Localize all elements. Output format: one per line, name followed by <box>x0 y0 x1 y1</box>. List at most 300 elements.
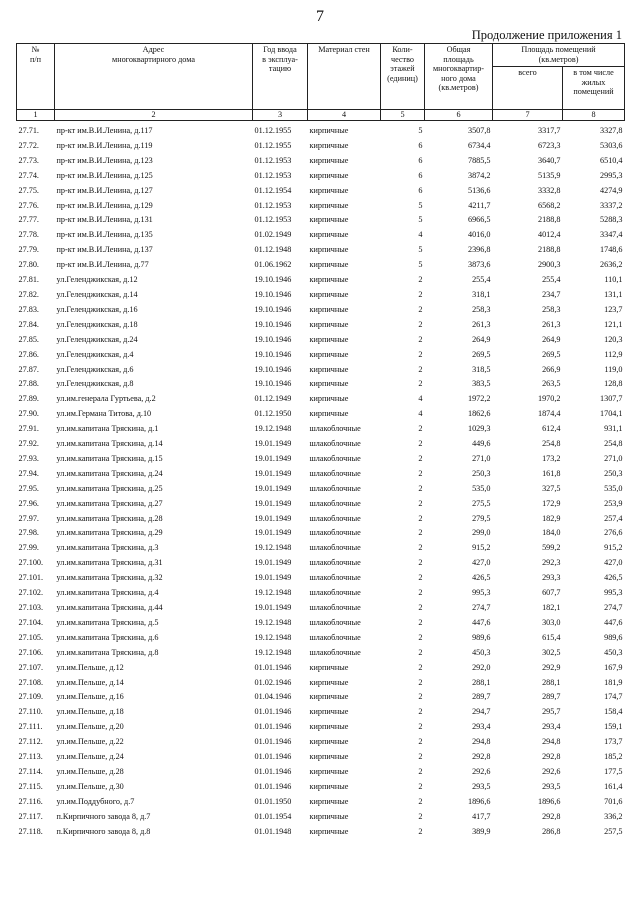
cell-num: 27.89. <box>18 394 39 404</box>
table-row <box>17 571 625 586</box>
cell-premises-all: 234,7 <box>542 289 561 299</box>
cell-premises-living: 5288,3 <box>600 215 623 225</box>
cell-year: 19.12.1948 <box>254 632 292 642</box>
cell-year: 19.10.1946 <box>254 304 292 314</box>
cell-address: ул.им.капитана Тряскина, д.29 <box>56 528 163 538</box>
cell-num: 27.96. <box>18 498 39 508</box>
cell-floors: 2 <box>418 573 423 583</box>
cell-address: ул.им.Пельше, д.30 <box>56 781 124 791</box>
cell-premises-all: 173,2 <box>542 453 561 463</box>
header-wall-text: Материал стен <box>318 45 370 54</box>
cell-address: ул.им.Пельше, д.14 <box>56 677 124 687</box>
cell-year: 01.12.1955 <box>254 140 292 150</box>
cell-premises-living: 123,7 <box>604 304 623 314</box>
cell-floors: 6 <box>418 185 423 195</box>
cell-premises-living: 173,7 <box>604 737 623 747</box>
cell-total-area: 292,8 <box>472 752 491 762</box>
cell-wall-material: шлакоблочные <box>309 558 361 568</box>
cell-wall-material: кирпичные <box>309 260 349 270</box>
header-premises-area-text: Площадь помещений (кв.метров) <box>521 45 596 64</box>
cell-premises-all: 1896,6 <box>537 796 561 806</box>
header-year-text: Год ввода в эксплуа- тацию <box>262 45 298 73</box>
cell-address: ул.Геленджикская, д.4 <box>56 349 134 359</box>
table-row <box>17 452 625 467</box>
cell-num: 27.107. <box>18 662 44 672</box>
cell-total-area: 274,7 <box>472 603 491 612</box>
table-row <box>17 288 625 303</box>
cell-floors: 2 <box>418 453 423 463</box>
header-floors-text: Коли- чество этажей (единиц) <box>387 45 418 83</box>
cell-address: ул.им.капитана Тряскина, д.27 <box>56 498 163 508</box>
cell-num: 27.78. <box>18 230 39 240</box>
cell-premises-living: 6510,4 <box>600 155 623 165</box>
cell-year: 19.01.1949 <box>254 453 292 463</box>
cell-wall-material: шлакоблочные <box>309 453 361 463</box>
cell-year: 19.01.1949 <box>254 573 292 583</box>
cell-floors: 2 <box>418 275 423 285</box>
cell-wall-material: кирпичные <box>309 275 349 285</box>
cell-floors: 2 <box>418 632 423 642</box>
cell-floors: 2 <box>418 722 423 732</box>
table-row <box>17 497 625 512</box>
cell-total-area: 293,5 <box>472 781 491 791</box>
cell-total-area: 261,3 <box>472 319 491 329</box>
cell-premises-living: 131,1 <box>604 289 623 299</box>
cell-address: ул.им.капитана Тряскина, д.28 <box>56 513 163 523</box>
cell-address: ул.им.капитана Тряскина, д.14 <box>56 439 163 449</box>
cell-premises-all: 2188,8 <box>537 245 561 255</box>
cell-premises-living: 336,2 <box>604 811 623 821</box>
cell-premises-living: 185,2 <box>604 752 623 762</box>
cell-wall-material: шлакоблочные <box>309 543 361 553</box>
cell-address: ул.им.капитана Тряскина, д.6 <box>56 632 159 642</box>
cell-wall-material: кирпичные <box>309 781 349 791</box>
cell-year: 01.12.1953 <box>254 215 292 225</box>
table-row <box>17 541 625 556</box>
cell-floors: 2 <box>418 379 423 389</box>
cell-premises-living: 167,9 <box>604 662 623 672</box>
cell-address: пр-кт им.В.И.Ленина, д.129 <box>56 200 153 210</box>
cell-total-area: 426,5 <box>472 573 491 583</box>
cell-year: 19.10.1946 <box>254 364 292 374</box>
cell-premises-all: 615,4 <box>542 632 561 642</box>
cell-num: 27.81. <box>18 275 39 285</box>
cell-wall-material: кирпичные <box>309 766 349 776</box>
cell-year: 01.01.1948 <box>254 826 292 836</box>
cell-total-area: 258,3 <box>472 304 491 314</box>
cell-wall-material: кирпичные <box>309 394 349 404</box>
cell-premises-living: 447,6 <box>604 617 623 627</box>
cell-total-area: 250,3 <box>472 468 491 478</box>
cell-address: ул.им.капитана Тряскина, д.44 <box>56 603 163 612</box>
header-total-area-text: Общая площадь многоквартир- ного дома (кв.метров) <box>432 45 485 92</box>
cell-total-area: 292,6 <box>472 766 491 776</box>
cell-premises-living: 177,5 <box>604 766 623 776</box>
cell-num: 27.91. <box>18 424 39 434</box>
cell-num: 27.117. <box>18 811 43 821</box>
cell-wall-material: кирпичные <box>309 319 349 329</box>
cell-num: 27.72. <box>18 140 39 150</box>
cell-premises-living: 5303,6 <box>600 140 623 150</box>
cell-floors: 5 <box>418 200 423 210</box>
cell-premises-all: 289,7 <box>542 692 561 702</box>
cell-address: пр-кт им.В.И.Ленина, д.135 <box>56 230 153 240</box>
cell-year: 19.10.1946 <box>254 275 292 285</box>
cell-num: 27.99. <box>18 543 39 553</box>
cell-premises-living: 254,8 <box>604 439 623 449</box>
cell-premises-living: 110,1 <box>604 275 623 285</box>
cell-address: ул.им.Пельше, д.24 <box>56 752 124 762</box>
cell-total-area: 915,2 <box>472 543 491 553</box>
cell-floors: 6 <box>418 170 423 180</box>
cell-year: 01.01.1946 <box>254 752 292 762</box>
cell-year: 01.02.1949 <box>254 230 292 240</box>
apartment-buildings-table <box>16 43 625 840</box>
cell-floors: 2 <box>418 707 423 717</box>
cell-floors: 2 <box>418 647 423 657</box>
cell-num: 27.80. <box>18 260 39 270</box>
cell-year: 19.01.1949 <box>254 513 292 523</box>
cell-address: пр-кт им.В.И.Ленина, д.123 <box>56 155 153 165</box>
cell-total-area: 450,3 <box>472 647 491 657</box>
table-row <box>17 795 625 810</box>
column-number: 5 <box>381 110 425 121</box>
cell-year: 19.10.1946 <box>254 289 292 299</box>
cell-address: ул.им.капитана Тряскина, д.32 <box>56 573 163 583</box>
cell-year: 19.01.1949 <box>254 439 292 449</box>
cell-wall-material: кирпичные <box>309 289 349 299</box>
cell-wall-material: кирпичные <box>309 752 349 762</box>
cell-wall-material: шлакоблочные <box>309 498 361 508</box>
cell-premises-all: 303,0 <box>542 617 561 627</box>
table-row <box>17 616 625 631</box>
cell-premises-all: 1970,2 <box>537 394 561 404</box>
cell-floors: 2 <box>418 677 423 687</box>
cell-total-area: 288,1 <box>472 677 491 687</box>
cell-num: 27.103. <box>18 603 44 612</box>
header-wall <box>308 44 381 110</box>
cell-premises-living: 426,5 <box>604 573 623 583</box>
table-row <box>17 318 625 333</box>
cell-premises-living: 120,3 <box>604 334 623 344</box>
header-num-text: № п/п <box>29 45 42 64</box>
table-row <box>17 765 625 780</box>
cell-total-area: 294,7 <box>472 707 491 717</box>
cell-num: 27.90. <box>18 409 39 419</box>
header-floors <box>381 44 425 110</box>
cell-total-area: 6966,5 <box>467 215 491 225</box>
cell-year: 19.12.1948 <box>254 588 292 598</box>
cell-wall-material: кирпичные <box>309 155 349 165</box>
cell-num: 27.87. <box>18 364 39 374</box>
cell-year: 01.01.1946 <box>254 737 292 747</box>
cell-floors: 5 <box>418 245 423 255</box>
cell-num: 27.75. <box>18 185 39 195</box>
cell-address: пр-кт им.В.И.Ленина, д.131 <box>56 215 153 225</box>
cell-year: 19.12.1948 <box>254 543 292 553</box>
cell-year: 01.01.1954 <box>254 811 292 821</box>
column-number: 4 <box>308 110 381 121</box>
cell-floors: 2 <box>418 364 423 374</box>
cell-floors: 4 <box>418 409 423 419</box>
cell-floors: 2 <box>418 289 423 299</box>
cell-num: 27.111. <box>18 722 43 732</box>
table-row <box>17 482 625 497</box>
cell-premises-all: 266,9 <box>542 364 561 374</box>
cell-premises-living: 161,4 <box>604 781 623 791</box>
cell-wall-material: кирпичные <box>309 737 349 747</box>
table-row <box>17 810 625 825</box>
cell-year: 01.01.1946 <box>254 662 292 672</box>
cell-num: 27.105. <box>18 632 44 642</box>
cell-floors: 2 <box>418 349 423 359</box>
cell-wall-material: кирпичные <box>309 349 349 359</box>
cell-num: 27.84. <box>18 319 39 329</box>
cell-premises-living: 995,3 <box>604 588 623 598</box>
cell-year: 01.01.1946 <box>254 766 292 776</box>
cell-address: ул.Геленджикская, д.18 <box>56 319 138 329</box>
cell-premises-all: 292,3 <box>542 558 561 568</box>
cell-address: ул.им.Пельше, д.16 <box>56 692 124 702</box>
table-row <box>17 631 625 646</box>
cell-num: 27.82. <box>18 289 39 299</box>
table-row <box>17 273 625 288</box>
table-row <box>17 556 625 571</box>
cell-premises-living: 276,6 <box>604 528 623 538</box>
header-all-text: всего <box>518 68 537 77</box>
cell-address: ул.Геленджикская, д.8 <box>56 379 134 389</box>
cell-premises-all: 3317,7 <box>537 126 561 135</box>
cell-year: 19.01.1949 <box>254 498 292 508</box>
cell-address: ул.Геленджикская, д.6 <box>56 364 134 374</box>
cell-address: ул.им.капитана Тряскина, д.25 <box>56 483 163 493</box>
cell-floors: 2 <box>418 796 423 806</box>
cell-floors: 2 <box>418 558 423 568</box>
cell-total-area: 5136,6 <box>467 185 491 195</box>
cell-premises-all: 263,5 <box>542 379 561 389</box>
cell-premises-all: 182,1 <box>542 603 561 612</box>
cell-total-area: 3507,8 <box>467 126 491 135</box>
cell-floors: 5 <box>418 260 423 270</box>
cell-total-area: 318,5 <box>472 364 491 374</box>
cell-address: ул.им.Германа Титова, д.10 <box>56 409 152 419</box>
cell-total-area: 449,6 <box>472 439 491 449</box>
cell-premises-all: 6723,3 <box>537 140 561 150</box>
cell-wall-material: шлакоблочные <box>309 603 361 612</box>
cell-premises-living: 989,6 <box>604 632 623 642</box>
cell-address: ул.им.капитана Тряскина, д.15 <box>56 453 163 463</box>
table-row <box>17 720 625 735</box>
cell-premises-all: 161,8 <box>542 468 561 478</box>
cell-total-area: 289,7 <box>472 692 491 702</box>
header-address-text: Адрес многоквартирного дома <box>112 45 195 64</box>
cell-wall-material: кирпичные <box>309 304 349 314</box>
cell-num: 27.100. <box>18 558 44 568</box>
cell-floors: 2 <box>418 439 423 449</box>
cell-address: пр-кт им.В.И.Ленина, д.127 <box>56 185 153 195</box>
column-number: 6 <box>425 110 493 121</box>
cell-address: пр-кт им.В.И.Ленина, д.137 <box>56 245 153 255</box>
cell-wall-material: кирпичные <box>309 826 349 836</box>
cell-year: 01.12.1950 <box>254 409 292 419</box>
cell-total-area: 1896,6 <box>467 796 491 806</box>
table-row <box>17 676 625 691</box>
header-living <box>563 67 625 110</box>
cell-total-area: 989,6 <box>472 632 491 642</box>
cell-total-area: 2396,8 <box>467 245 491 255</box>
cell-num: 27.73. <box>18 155 39 165</box>
cell-premises-living: 159,1 <box>604 722 623 732</box>
table-row <box>17 363 625 378</box>
cell-premises-living: 535,0 <box>604 483 623 493</box>
cell-premises-all: 607,7 <box>542 588 561 598</box>
cell-address: ул.Геленджикская, д.16 <box>56 304 138 314</box>
cell-total-area: 535,0 <box>472 483 491 493</box>
cell-premises-living: 257,5 <box>604 826 623 836</box>
cell-premises-living: 1748,6 <box>600 245 623 255</box>
cell-premises-living: 1704,1 <box>600 409 623 419</box>
cell-year: 19.10.1946 <box>254 379 292 389</box>
cell-num: 27.118. <box>18 826 43 836</box>
cell-floors: 2 <box>418 424 423 434</box>
cell-total-area: 417,7 <box>472 811 491 821</box>
cell-premises-living: 253,9 <box>604 498 623 508</box>
cell-year: 19.12.1948 <box>254 617 292 627</box>
cell-address: ул.им.капитана Тряскина, д.4 <box>56 588 159 598</box>
table-body <box>17 121 625 840</box>
cell-premises-all: 294,8 <box>542 737 561 747</box>
cell-floors: 2 <box>418 737 423 747</box>
cell-wall-material: шлакоблочные <box>309 483 361 493</box>
table-row <box>17 825 625 840</box>
cell-address: ул.им.капитана Тряскина, д.8 <box>56 647 159 657</box>
cell-address: ул.им.Пельше, д.22 <box>56 737 124 747</box>
cell-year: 01.12.1949 <box>254 394 292 404</box>
table-row <box>17 705 625 720</box>
cell-premises-living: 427,0 <box>604 558 623 568</box>
table-row <box>17 526 625 541</box>
cell-address: пр-кт им.В.И.Ленина, д.117 <box>56 126 153 135</box>
cell-premises-living: 158,4 <box>604 707 623 717</box>
cell-num: 27.110. <box>18 707 43 717</box>
table-row <box>17 586 625 601</box>
cell-year: 01.12.1954 <box>254 185 292 195</box>
cell-premises-all: 4012,4 <box>537 230 561 240</box>
column-number: 2 <box>55 110 253 121</box>
cell-year: 19.10.1946 <box>254 319 292 329</box>
cell-total-area: 293,4 <box>472 722 491 732</box>
cell-year: 01.01.1946 <box>254 707 292 717</box>
column-number: 7 <box>493 110 563 121</box>
table-row <box>17 601 625 616</box>
cell-wall-material: шлакоблочные <box>309 468 361 478</box>
header-year <box>253 44 308 110</box>
cell-year: 19.01.1949 <box>254 468 292 478</box>
cell-premises-all: 292,9 <box>542 662 561 672</box>
cell-premises-living: 271,0 <box>604 453 623 463</box>
cell-num: 27.114. <box>18 766 43 776</box>
cell-num: 27.97. <box>18 513 39 523</box>
cell-wall-material: кирпичные <box>309 126 349 135</box>
cell-address: ул.им.капитана Тряскина, д.31 <box>56 558 163 568</box>
cell-num: 27.85. <box>18 334 39 344</box>
header-address <box>55 44 253 110</box>
cell-floors: 2 <box>418 528 423 538</box>
cell-premises-all: 288,1 <box>542 677 561 687</box>
cell-year: 19.01.1949 <box>254 558 292 568</box>
cell-wall-material: шлакоблочные <box>309 588 361 598</box>
table-row <box>17 333 625 348</box>
cell-total-area: 389,9 <box>472 826 491 836</box>
cell-wall-material: кирпичные <box>309 811 349 821</box>
cell-premises-living: 915,2 <box>604 543 623 553</box>
cell-total-area: 3873,6 <box>467 260 491 270</box>
cell-premises-all: 182,9 <box>542 513 561 523</box>
cell-wall-material: шлакоблочные <box>309 424 361 434</box>
table-row <box>17 199 625 214</box>
cell-floors: 2 <box>418 319 423 329</box>
table-row <box>17 213 625 228</box>
cell-premises-all: 286,8 <box>542 826 561 836</box>
cell-premises-all: 295,7 <box>542 707 561 717</box>
cell-floors: 2 <box>418 811 423 821</box>
column-number: 1 <box>17 110 55 121</box>
cell-address: п.Кирпичного завода 8, д.8 <box>56 826 151 836</box>
cell-wall-material: кирпичные <box>309 677 349 687</box>
cell-num: 27.109. <box>18 692 44 702</box>
column-number: 8 <box>563 110 625 121</box>
cell-wall-material: кирпичные <box>309 662 349 672</box>
cell-total-area: 6734,4 <box>467 140 491 150</box>
table-row <box>17 392 625 407</box>
table-row <box>17 258 625 273</box>
header-premises-area <box>493 44 625 67</box>
header-living-text: в том числе жилых помещений <box>573 68 614 96</box>
cell-total-area: 447,6 <box>472 617 491 627</box>
cell-premises-all: 292,8 <box>542 752 561 762</box>
cell-year: 01.04.1946 <box>254 692 292 702</box>
cell-floors: 2 <box>418 603 423 612</box>
cell-premises-all: 264,9 <box>542 334 561 344</box>
cell-premises-living: 4274,9 <box>600 185 623 195</box>
cell-total-area: 318,1 <box>472 289 491 299</box>
cell-year: 19.10.1946 <box>254 349 292 359</box>
cell-address: пр-кт им.В.И.Ленина, д.77 <box>56 260 149 270</box>
cell-year: 01.01.1950 <box>254 796 292 806</box>
cell-total-area: 995,3 <box>472 588 491 598</box>
cell-premises-all: 2188,8 <box>537 215 561 225</box>
cell-premises-living: 3327,8 <box>600 126 623 135</box>
cell-floors: 2 <box>418 692 423 702</box>
cell-premises-living: 119,0 <box>604 364 623 374</box>
cell-year: 19.10.1946 <box>254 334 292 344</box>
cell-num: 27.106. <box>18 647 44 657</box>
cell-premises-all: 254,8 <box>542 439 561 449</box>
cell-premises-all: 293,3 <box>542 573 561 583</box>
cell-year: 01.12.1948 <box>254 245 292 255</box>
cell-wall-material: кирпичные <box>309 185 349 195</box>
cell-total-area: 264,9 <box>472 334 491 344</box>
cell-premises-all: 3332,8 <box>537 185 561 195</box>
cell-premises-all: 258,3 <box>542 304 561 314</box>
cell-wall-material: кирпичные <box>309 796 349 806</box>
cell-floors: 6 <box>418 155 423 165</box>
cell-wall-material: кирпичные <box>309 230 349 240</box>
table-row <box>17 154 625 169</box>
cell-year: 01.02.1946 <box>254 677 292 687</box>
cell-total-area: 4211,7 <box>468 200 491 210</box>
cell-floors: 4 <box>418 230 423 240</box>
